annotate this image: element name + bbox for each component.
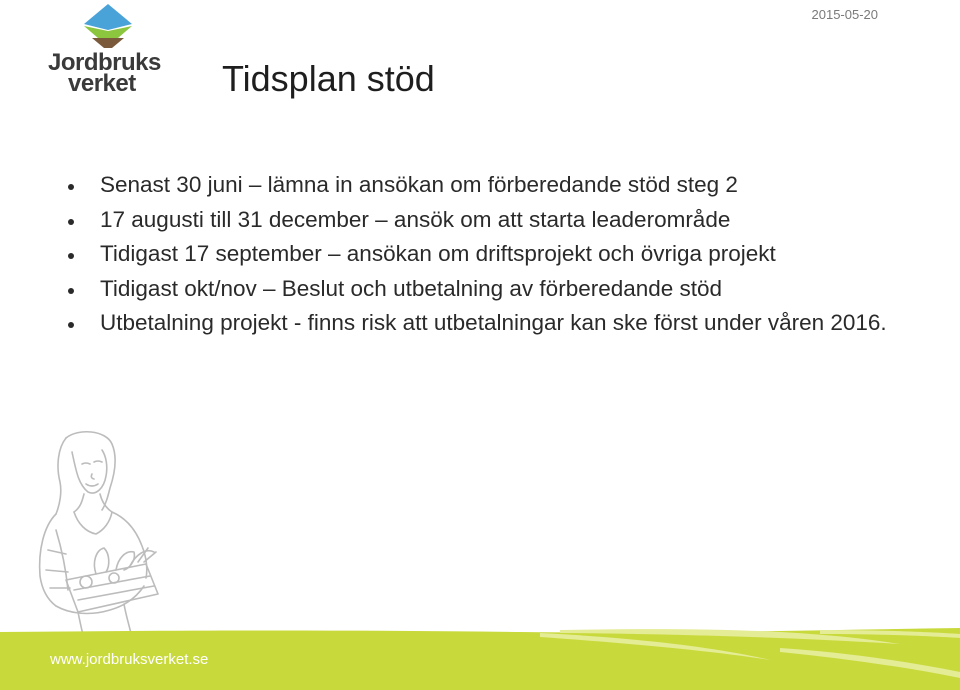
bullet-dot-icon [68,288,74,294]
logo-line1: Jordbruks [48,49,161,76]
bullet-dot-icon [68,184,74,190]
footer-url: www.jordbruksverket.se [50,651,209,668]
footer-band [0,600,960,690]
footer-wave-icon [0,600,960,690]
bullet-text: Senast 30 juni – lämna in ansökan om förberedande stöd steg 2 [100,172,738,197]
bullet-text: Utbetalning projekt - finns risk att utbetalningar kan ske först under våren 2016. [100,310,887,335]
bullet-item [68,168,908,203]
logo-emblem-icon [48,4,172,54]
bullet-item [68,203,908,238]
bullet-dot-icon [68,219,74,225]
bullet-dot-icon [68,253,74,259]
slide-title: Tidsplan stöd [222,58,435,99]
logo-wordmark [48,49,172,97]
bullet-item [68,306,908,341]
slide-date: 2015-05-20 [811,7,878,22]
bullet-dot-icon [68,322,74,328]
jordbruksverket-logo-icon [48,4,172,104]
bullet-list [68,168,908,341]
bullet-text: Tidigast 17 september – ansökan om driftsprojekt och övriga projekt [100,241,776,266]
bullet-item [68,272,908,307]
bullet-text: Tidigast okt/nov – Beslut och utbetalning av förberedande stöd [100,275,723,301]
bullet-text: 17 augusti till 31 december – ansök om att starta leaderområde [100,206,731,232]
logo-line2: verket [68,70,136,97]
bullet-item [68,237,908,272]
